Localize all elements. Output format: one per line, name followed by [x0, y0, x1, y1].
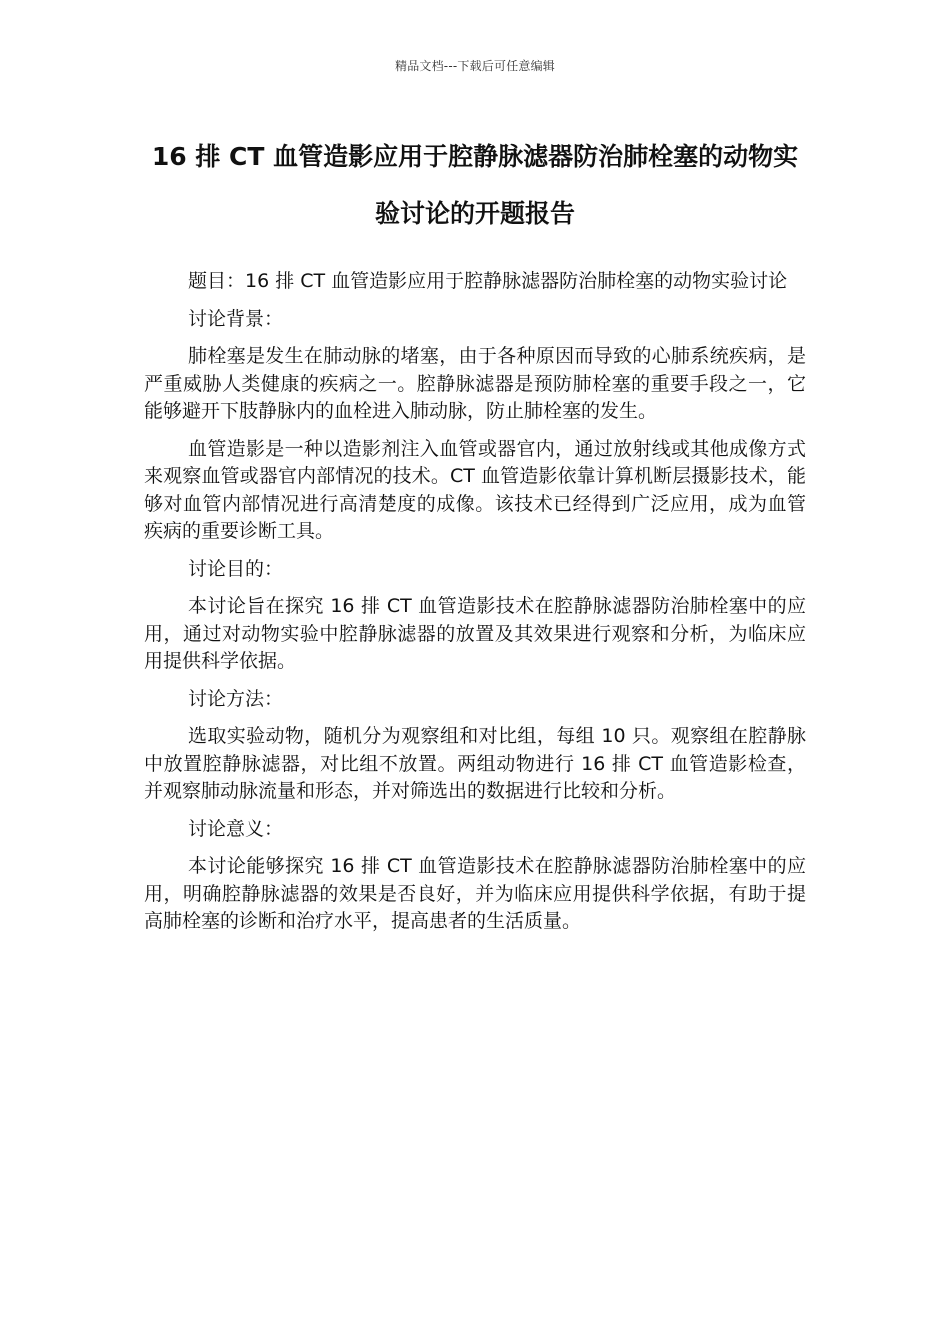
- document-title: 16 排 CT 血管造影应用于腔静脉滤器防治肺栓塞的动物实验讨论的开题报告: [151, 142, 799, 228]
- topic-paragraph: 题目：16 排 CT 血管造影应用于腔静脉滤器防治肺栓塞的动物实验讨论: [188, 270, 788, 292]
- header-note: 精品文档---下载后可任意编辑: [395, 59, 555, 73]
- document-body: [144, 268, 806, 946]
- section-heading-purpose: 讨论目的：: [188, 557, 284, 580]
- background-paragraph-2: 血管造影是一种以造影剂注入血管或器官内，通过放射线或其他成像方式来观察血管或器官内部情况的技术。CT 血管造影依靠计算机断层摄影技术，能够对血管内部情况进行高清楚度的成像。该技术已经得到广泛应用，成为血管疾病的重要诊断工具。: [144, 437, 806, 542]
- section-heading-method: 讨论方法：: [188, 687, 284, 710]
- section-heading-significance: 讨论意义：: [188, 817, 284, 840]
- section-heading-background: 讨论背景：: [188, 307, 284, 330]
- purpose-paragraph: 本讨论旨在探究 16 排 CT 血管造影技术在腔静脉滤器防治肺栓塞中的应用，通过对动物实验中腔静脉滤器的放置及其效果进行观察和分析，为临床应用提供科学依据。: [144, 595, 806, 672]
- method-paragraph: 选取实验动物，随机分为观察组和对比组，每组 10 只。观察组在腔静脉中放置腔静脉滤器，对比组不放置。两组动物进行 16 排 CT 血管造影检查，并观察肺动脉流量和形态，并对筛选出的数据进行比较和分析。: [144, 725, 806, 802]
- significance-paragraph: 本讨论能够探究 16 排 CT 血管造影技术在腔静脉滤器防治肺栓塞中的应用，明确腔静脉滤器的效果是否良好，并为临床应用提供科学依据，有助于提高肺栓塞的诊断和治疗水平，提高患者的生活质量。: [144, 855, 806, 932]
- background-paragraph-1: 肺栓塞是发生在肺动脉的堵塞，由于各种原因而导致的心肺系统疾病，是严重威胁人类健康的疾病之一。腔静脉滤器是预防肺栓塞的重要手段之一，它能够避开下肢静脉内的血栓进入肺动脉，防止肺栓塞的发生。: [144, 345, 806, 422]
